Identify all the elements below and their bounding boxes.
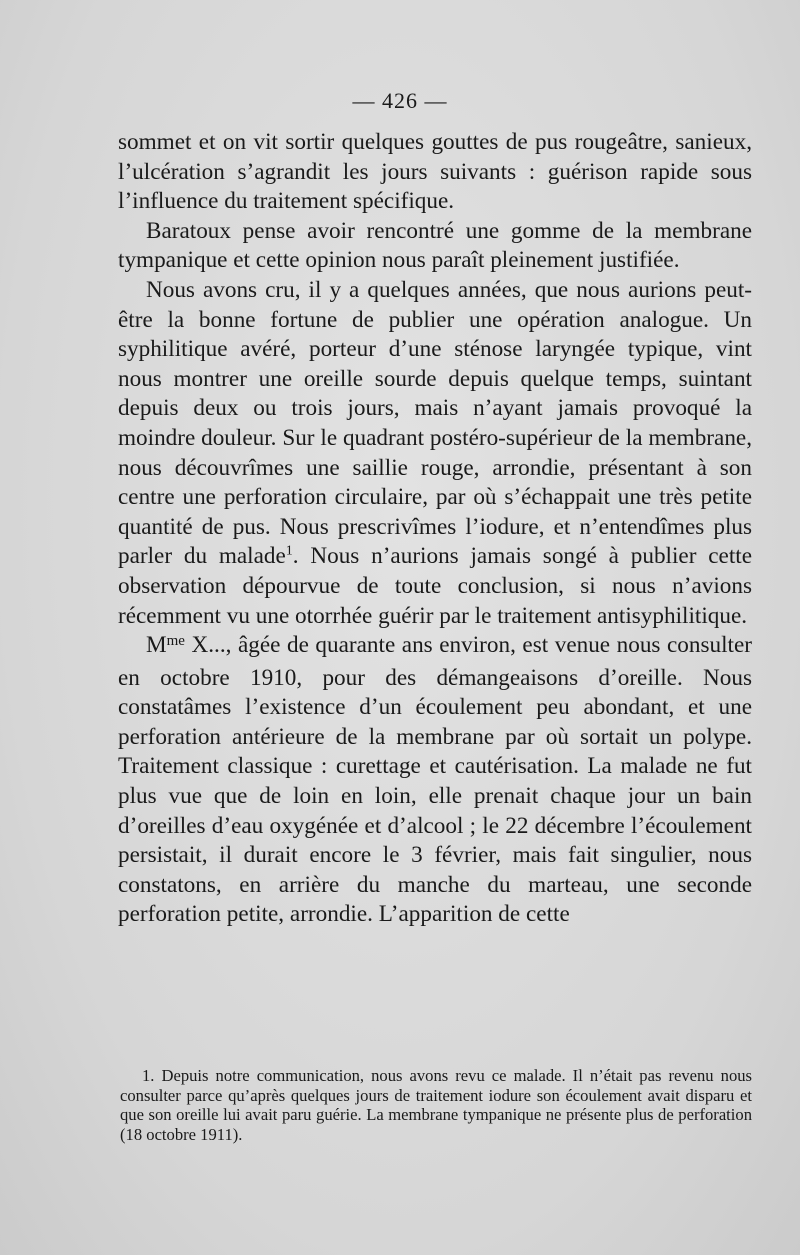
- body-text: [118, 128, 752, 930]
- honorific-superscript: me: [166, 633, 185, 650]
- paragraph-3-text-b: . Nous n’aurions jamais songé à publier cette observation dépourvue de toute conclusion, si nous n’avions récemment vu une otorrhée guérir par le traitement antisyphilitique.: [118, 543, 752, 629]
- paragraph-1: sommet et on vit sortir quelques gouttes de pus rougeâtre, sanieux, l’ulcération s’agrandit les jours suivants : guérison rapide sous l’influence du traitement spécifique.: [118, 129, 752, 215]
- footnote-reference: 1: [285, 543, 293, 559]
- honorific-base: M: [146, 632, 167, 659]
- paragraph-4: [118, 631, 752, 930]
- paragraph-2: Baratoux pense avoir rencontré une gomme de la membrane tympanique et cette opinion nous paraît pleinement justifiée.: [118, 217, 752, 274]
- footnote: [120, 1066, 752, 1144]
- page-number: — 426 —: [352, 88, 448, 113]
- paragraph-3: [118, 276, 752, 631]
- paragraph-4-text: X..., âgée de quarante ans environ, est venue nous consulter en octobre 1910, pour des démangeaisons d’oreille. Nous constatâmes l’existence d’un écoulement peu abondant, et une perforation antérieure de la membrane par où sortait un polype. Traitement classique : curettage et cautérisation. La malade ne fut plus vue que de loin en loin, elle prenait chaque jour un bain d’oreilles d’eau oxygénée et d’alcool ; le 22 décembre l’écoulement persistait, il durait encore le 3 février, mais fait singulier, nous constatons, en arrière du manche du marteau, une seconde perforation petite, arrondie. L’apparition de cette: [118, 632, 752, 928]
- paragraph-3-text-a: Nous avons cru, il y a quelques années, que nous aurions peut-être la bonne fortune de publier une opération analogue. Un syphilitique avéré, porteur d’une sténose laryngée typique, vint nous montrer une oreille sourde depuis quelque temps, suintant depuis deux ou trois jours, mais n’ayant jamais provoqué la moindre douleur. Sur le quadrant postéro-supérieur de la membrane, nous découvrîmes une saillie rouge, arrondie, présentant à son centre une perforation circulaire, par où s’échappait une très petite quantité de pus. Nous prescrivîmes l’iodure, et n’entendîmes plus parler du malade: [118, 276, 752, 570]
- footnote-text: 1. Depuis notre communication, nous avons revu ce malade. Il n’était pas revenu nous consulter parce qu’après quelques jours de traitement iodure son écoulement avait disparu et que son oreille lui avait paru guérie. La membrane tympanique ne présente plus de perforation (18 octobre 1911).: [120, 1066, 752, 1144]
